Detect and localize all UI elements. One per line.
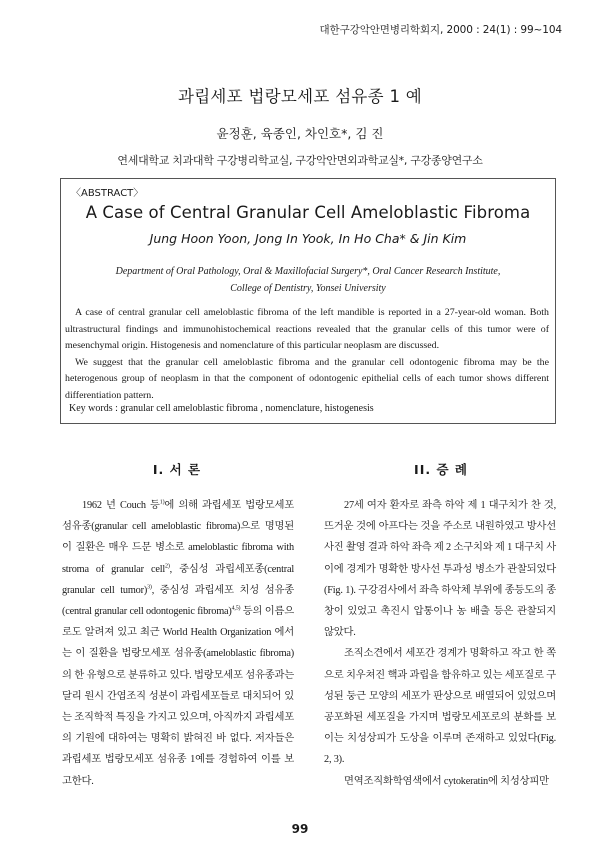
intro-text-2: 에 의해 과립세포 법랑모세포 섬유종(granular cell ameloblastic fibroma)으로 명명된 이 질환은 매우 드문 병소로 ameloblastic fibroma with stroma of granular cell — [62, 500, 294, 575]
introduction-paragraph — [62, 495, 294, 792]
introduction-column — [62, 495, 294, 792]
authors-korean: 윤정훈, 육종인, 차인호*, 김 진 — [216, 126, 384, 141]
affiliation-english-line2: College of Dentistry, Yonsei University — [230, 283, 386, 294]
abstract-paragraph-2: We suggest that the granular cell ameloblastic fibroma and the granular cell odontogenic fibroma may be the heterogenous group of neoplasm in that the component of odontogenic epithelial cells of each tumor shows different differentiation pattern. — [65, 356, 549, 401]
intro-text-5: 등의 이름으로도 알려져 있고 최근 World Health Organization 에서는 이 질환을 법랑모세포 섬유종(ameloblastic fibroma)의 한 유형으로 분류하고 있다. 법랑모세포 섬유종과는 달리 원시 간엽조직 성분이 과립세포들로 대치되어 있는 조직학적 특징을 가지고 있으며, 아직까지 과립세포의 기원에 대하여는 명확히 밝혀진 바 없다. 저자들은 과립세포 법랑모세포 섬유종 1예를 경험하여 이를 보고한다. — [62, 606, 295, 787]
affiliation-english-line1: Department of Oral Pathology, Oral & Maxillofacial Surgery*, Oral Cancer Research Institute, — [115, 266, 501, 277]
section-heading-introduction: I. 서 론 — [152, 462, 202, 477]
citation-ref-2: 2) — [165, 563, 170, 570]
citation-ref-4: 4,5) — [231, 605, 241, 612]
page-number: 99 — [291, 822, 309, 836]
abstract-label: 〈ABSTRACT〉 — [71, 188, 144, 199]
case-paragraph-2: 조직소견에서 세포간 경계가 명확하고 작고 한 쪽으로 치우쳐진 핵과 과립을 함유하고 있는 세포질로 구성된 둥근 모양의 세포가 판상으로 배열되어 있었으며 공포화된 세포질을 가지며 법랑모세포로의 분화를 보이는 치성상피가 도상을 이루며 존재하고 있었다(Fig. 2, 3). — [324, 648, 556, 766]
case-paragraph-3: 면역조직화학염색에서 cytokeratin에 치성상피만 — [344, 775, 549, 787]
article-title-english: A Case of Central Granular Cell Ameloblastic Fibroma — [85, 203, 531, 222]
section-heading-case-report: II. 증 례 — [414, 462, 468, 477]
citation-ref-3: 3) — [147, 584, 152, 591]
case-paragraph-1: 27세 여자 환자로 좌측 하악 제 1 대구치가 찬 것, 뜨거운 것에 아프다는 것을 주소로 내원하였고 방사선 사진 촬영 결과 하악 좌측 제 2 소구치와 제 1 대구치 사이에 경계가 명확한 방사선 투과성 병소가 관찰되었다(Fig. 1). 구강검사에서 좌측 하악체 부위에 종등도의 종창이 있었고 촉진시 압통이나 농 배출 등은 관찰되지 않았다. — [324, 500, 556, 639]
article-title-korean: 과립세포 법랑모세포 섬유종 1 예 — [177, 87, 423, 106]
abstract-paragraph-1: A case of central granular cell ameloblastic fibroma of the left mandible is reported in a 27-year-old woman. Both ultrastructural findings and immunohistochemical reactions revealed that the granular cells of this tumor were of mesenchymal origin. Histogenesis and nomenclature of this particular neoplasm are discussed. — [65, 307, 549, 352]
authors-english: Jung Hoon Yoon, Jong In Yook, In Ho Cha* & Jin Kim — [149, 231, 467, 246]
keywords: Key words : granular cell ameloblastic fibroma , nomenclature, histogenesis — [69, 403, 374, 414]
journal-reference: 대한구강악안면병리학회지, 2000 : 24(1) : 99~104 — [319, 24, 562, 36]
abstract-box — [60, 178, 556, 424]
case-report-column — [324, 495, 556, 792]
intro-text-4: , 중심성 과립세포 치성 섬유종(central granular cell odontogenic fibroma) — [62, 584, 294, 618]
intro-text-1: 1962 년 Couch 등 — [82, 500, 160, 511]
abstract-body — [65, 305, 549, 405]
affiliation-korean: 연세대학교 치과대학 구강병리학교실, 구강악안면외과학교실*, 구강종양연구소 — [117, 154, 483, 167]
affiliation-english — [61, 263, 555, 297]
citation-ref-1: 1) — [159, 499, 165, 506]
intro-text-3: , 중심성 과립세포종(central granular cell tumor) — [62, 563, 294, 596]
